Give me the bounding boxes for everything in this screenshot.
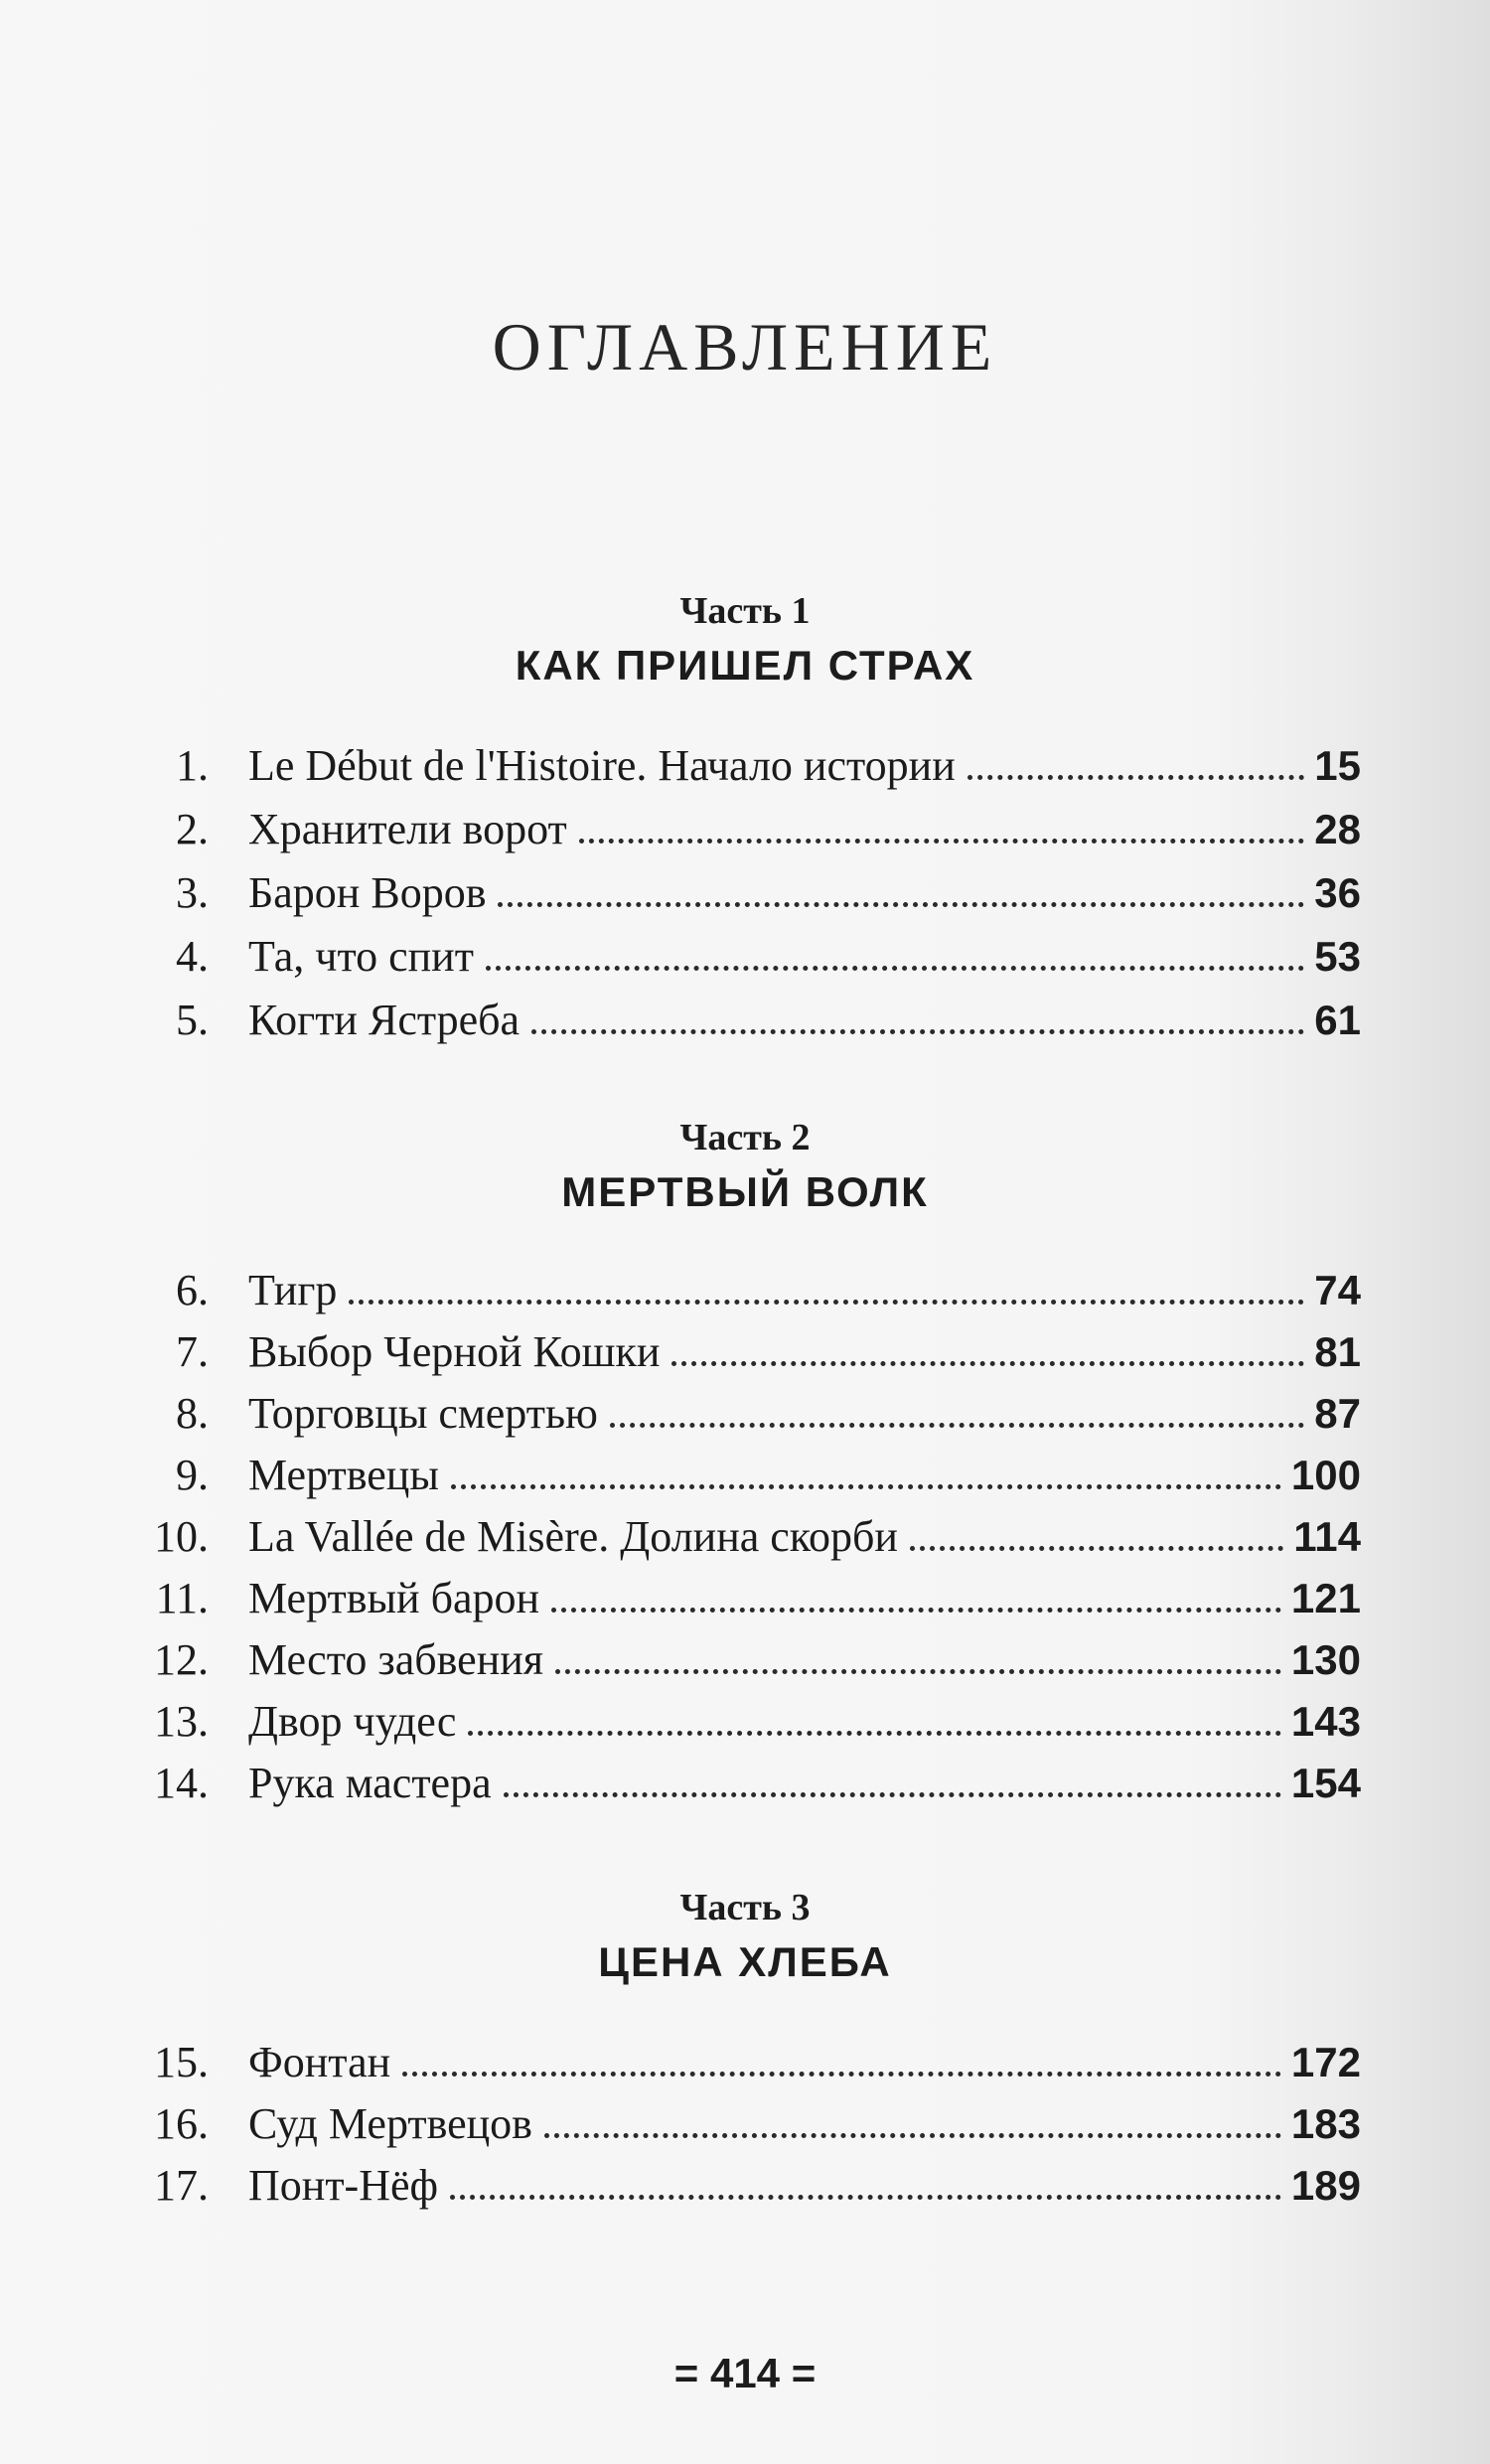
page-number: 100 bbox=[1290, 1452, 1361, 1498]
chapter-title: Мертвецы bbox=[248, 1451, 439, 1499]
toc-entry bbox=[0, 1691, 1361, 1753]
chapter-title: Суд Мертвецов bbox=[248, 2099, 532, 2148]
chapter-title: Выбор Черной Кошки bbox=[248, 1327, 661, 1376]
chapter-title: Понт-Нёф bbox=[248, 2161, 439, 2210]
toc-entry bbox=[0, 1753, 1361, 1814]
page-number: 154 bbox=[1290, 1760, 1361, 1806]
dot-leader bbox=[671, 1361, 1304, 1366]
chapter-title: Двор чудес bbox=[248, 1697, 457, 1746]
chapter-number: 12. bbox=[154, 1635, 209, 1684]
page-number: 87 bbox=[1314, 1390, 1361, 1437]
chapter-title: La Vallée de Misère. Долина скорби bbox=[248, 1512, 898, 1561]
chapter-title: Место забвения bbox=[248, 1635, 544, 1684]
chapter-number: 11. bbox=[155, 1574, 209, 1622]
toc-entry bbox=[0, 990, 1361, 1051]
dot-leader bbox=[610, 1423, 1304, 1428]
chapter-number: 9. bbox=[176, 1451, 209, 1499]
chapter-number: 10. bbox=[154, 1512, 209, 1561]
toc-entry bbox=[0, 926, 1361, 988]
page-number: 143 bbox=[1290, 1698, 1361, 1745]
dot-leader bbox=[468, 1731, 1281, 1736]
chapter-number: 7. bbox=[176, 1327, 209, 1376]
dot-leader bbox=[579, 839, 1304, 844]
part-2-heading bbox=[0, 1113, 1490, 1222]
page-number: 183 bbox=[1290, 2100, 1361, 2147]
chapter-number: 16. bbox=[154, 2099, 209, 2148]
chapter-number: 3. bbox=[176, 868, 209, 917]
page-title: ОГЛАВЛЕНИЕ bbox=[492, 309, 998, 385]
chapter-number: 5. bbox=[176, 996, 209, 1044]
page-number: 15 bbox=[1314, 742, 1361, 789]
page-number: 114 bbox=[1293, 1513, 1361, 1560]
part-title: КАК ПРИШЕЛ СТРАХ bbox=[515, 642, 975, 689]
page-number: 28 bbox=[1314, 806, 1361, 852]
chapter-number: 17. bbox=[154, 2161, 209, 2210]
chapter-title: Хранители ворот bbox=[248, 805, 567, 853]
toc-entry bbox=[0, 2155, 1361, 2217]
chapter-title: Le Début de l'Histoire. Начало истории bbox=[248, 741, 956, 790]
toc-entry bbox=[0, 1629, 1361, 1691]
dot-leader bbox=[968, 775, 1305, 780]
toc-entry bbox=[0, 1568, 1361, 1629]
part-label: Часть 3 bbox=[679, 1887, 811, 1928]
page-number: 130 bbox=[1290, 1636, 1361, 1683]
chapter-number: 4. bbox=[176, 932, 209, 981]
dot-leader bbox=[910, 1546, 1283, 1551]
page-number: 121 bbox=[1290, 1575, 1361, 1621]
part-1-heading bbox=[0, 586, 1490, 695]
chapter-title: Тигр bbox=[248, 1266, 338, 1314]
dot-leader bbox=[450, 2195, 1281, 2200]
page-number: 36 bbox=[1314, 869, 1361, 916]
dot-leader bbox=[551, 1608, 1281, 1613]
dot-leader bbox=[349, 1300, 1304, 1305]
page-number: 189 bbox=[1290, 2162, 1361, 2209]
toc-entry bbox=[0, 1321, 1361, 1383]
folio-page-number: = 414 = bbox=[673, 2350, 817, 2396]
chapter-title: Мертвый барон bbox=[248, 1574, 540, 1622]
toc-entry bbox=[0, 735, 1361, 797]
dot-leader bbox=[504, 1792, 1281, 1797]
dot-leader bbox=[555, 1669, 1281, 1674]
toc-entry bbox=[0, 799, 1361, 860]
dot-leader bbox=[486, 966, 1304, 971]
dot-leader bbox=[498, 902, 1304, 907]
chapter-number: 8. bbox=[176, 1389, 209, 1438]
chapter-title: Рука мастера bbox=[248, 1759, 492, 1807]
chapter-number: 13. bbox=[154, 1697, 209, 1746]
toc-entry bbox=[0, 862, 1361, 924]
toc-entry bbox=[0, 1383, 1361, 1445]
toc-entry bbox=[0, 1506, 1361, 1568]
part-label: Часть 2 bbox=[679, 1117, 811, 1158]
part-label: Часть 1 bbox=[679, 590, 811, 632]
dot-leader bbox=[531, 1029, 1304, 1034]
page-number: 74 bbox=[1314, 1267, 1361, 1313]
toc-entry bbox=[0, 2093, 1361, 2155]
toc-entry bbox=[0, 2032, 1361, 2093]
dot-leader bbox=[451, 1484, 1281, 1489]
chapter-number: 15. bbox=[154, 2038, 209, 2086]
chapter-title: Торговцы смертью bbox=[248, 1389, 598, 1438]
chapter-number: 2. bbox=[176, 805, 209, 853]
toc-entry bbox=[0, 1445, 1361, 1506]
dot-leader bbox=[402, 2072, 1281, 2077]
chapter-title: Барон Воров bbox=[248, 868, 487, 917]
part-title: МЕРТВЫЙ ВОЛК bbox=[561, 1168, 929, 1215]
chapter-number: 6. bbox=[176, 1266, 209, 1314]
dot-leader bbox=[544, 2133, 1281, 2138]
toc-entry bbox=[0, 1260, 1361, 1321]
page-number: 81 bbox=[1314, 1328, 1361, 1375]
page-number: 53 bbox=[1314, 933, 1361, 980]
chapter-title: Та, что спит bbox=[248, 932, 474, 981]
chapter-number: 14. bbox=[154, 1759, 209, 1807]
page-number: 172 bbox=[1290, 2039, 1361, 2085]
chapter-number: 1. bbox=[176, 741, 209, 790]
part-3-heading bbox=[0, 1883, 1490, 1992]
chapter-title: Фонтан bbox=[248, 2038, 391, 2086]
page-number: 61 bbox=[1314, 997, 1361, 1043]
part-title: ЦЕНА ХЛЕБА bbox=[598, 1938, 892, 1985]
chapter-title: Когти Ястреба bbox=[248, 996, 521, 1044]
